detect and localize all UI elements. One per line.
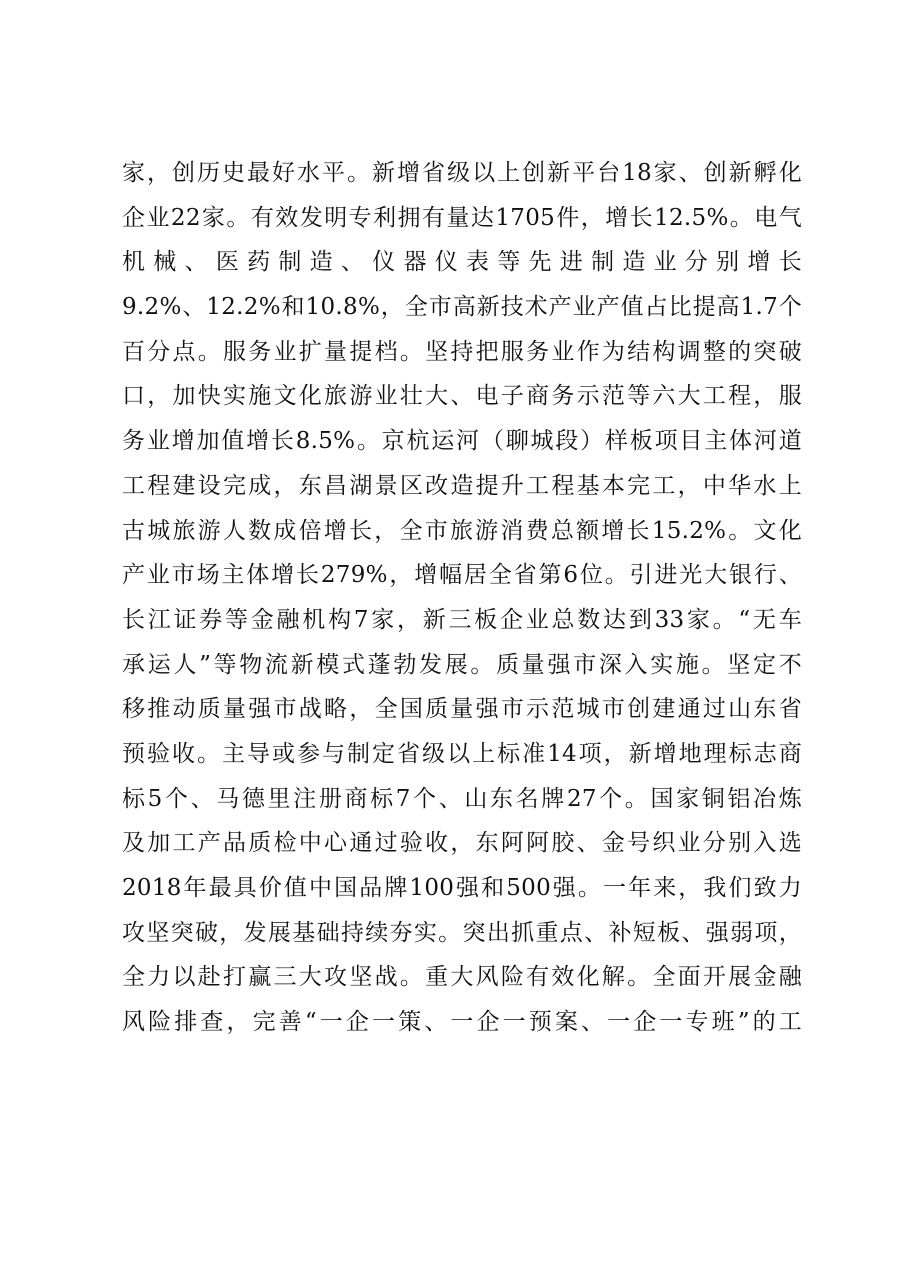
- text-line: 9.2%、12.2%和10.8%，全市高新技术产业产值占比提高1.7个: [122, 294, 802, 321]
- text-line: 风险排查，完善“一企一策、一企一预案、一企一专班”的工: [122, 1009, 802, 1036]
- text-line: 攻坚突破，发展基础持续夯实。突出抓重点、补短板、强弱项，: [122, 919, 802, 946]
- text-line: 古城旅游人数成倍增长，全市旅游消费总额增长15.2%。文化: [122, 517, 802, 544]
- text-line: 移推动质量强市战略，全国质量强市示范城市创建通过山东省: [122, 696, 802, 723]
- text-line: 家，创历史最好水平。新增省级以上创新平台18家、创新孵化: [122, 160, 802, 186]
- text-line: 百分点。服务业扩量提档。坚持把服务业作为结构调整的突破: [122, 338, 802, 365]
- text-line: 企业22家。有效发明专利拥有量达1705件，增长12.5%。电气: [122, 204, 802, 231]
- text-line: 机械、医药制造、仪器仪表等先进制造业分别增长: [122, 249, 802, 276]
- text-line: 产业市场主体增长279%，增幅居全省第6位。引进光大银行、: [122, 562, 802, 589]
- text-line: 口，加快实施文化旅游业壮大、电子商务示范等六大工程，服: [122, 383, 802, 410]
- text-line: 承运人”等物流新模式蓬勃发展。质量强市深入实施。坚定不: [122, 651, 802, 678]
- text-line: 预验收。主导或参与制定省级以上标准14项，新增地理标志商: [122, 740, 802, 767]
- text-line: 2018年最具价值中国品牌100强和500强。一年来，我们致力: [122, 875, 802, 901]
- text-line: 长江证券等金融机构7家，新三板企业总数达到33家。“无车: [122, 606, 802, 633]
- text-line: 全力以赴打赢三大攻坚战。重大风险有效化解。全面开展金融: [122, 964, 802, 991]
- text-line: 标5个、马德里注册商标7个、山东名牌27个。国家铜铝冶炼: [122, 785, 802, 812]
- body-paragraph: [122, 151, 802, 1045]
- text-line: 工程建设完成，东昌湖景区改造提升工程基本完工，中华水上: [122, 472, 802, 499]
- text-line: 务业增加值增长8.5%。京杭运河（聊城段）样板项目主体河道: [122, 428, 802, 455]
- text-line: 及加工产品质检中心通过验收，东阿阿胶、金号织业分别入选: [122, 830, 802, 857]
